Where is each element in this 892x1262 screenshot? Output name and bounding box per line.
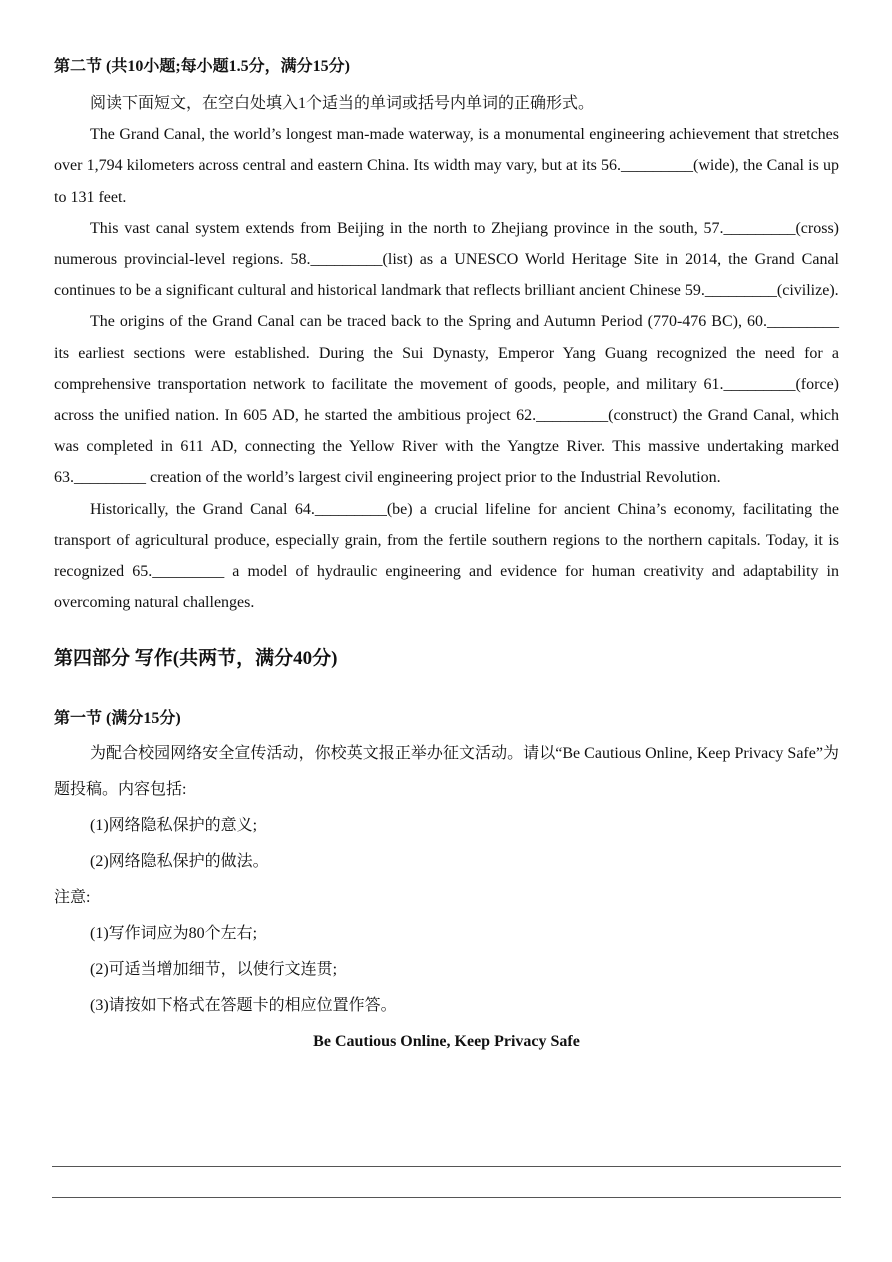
- note-item: (1)写作词应为80个左右;: [90, 925, 258, 943]
- passage-paragraph-3: The origins of the Grand Canal can be traced back to the Spring and Autumn Period (770-476 BC), 60._________ its earliest sections were established. During the Sui Dynasty, Emperor Yang Guang recognized the need for a comprehensive transportation network to facilitate the movement of goods, people, and military 61._________(force) across the unified nation. In 605 AD, he started the ambitious project 62._________(construct) the Grand Canal, which was completed in 611 AD, connecting the Yellow River with the Yangtze River. This massive undertaking marked 63._________ creation of the world’s largest civil engineering project prior to the Industrial Revolution.: [54, 313, 839, 487]
- content-item: (1)网络隐私保护的意义;: [90, 817, 258, 835]
- note-label: 注意:: [54, 889, 91, 907]
- answer-line: [52, 1197, 841, 1198]
- section-2-instruction: 阅读下面短文，在空白处填入1个适当的单词或括号内单词的正确形式。: [90, 95, 595, 112]
- answer-line: [52, 1166, 841, 1167]
- note-item: (3)请按如下格式在答题卡的相应位置作答。: [90, 997, 397, 1015]
- passage-paragraph-4: Historically, the Grand Canal 64._________(be) a crucial lifeline for ancient China’s economy, facilitating the transport of agricultural produce, especially grain, from the fertile southern regions to the northern capitals. Today, it is recognized 65._________ a model of hydraulic engineering and evidence for human creativity and adaptability in overcoming natural challenges.: [54, 500, 839, 612]
- content-item: (2)网络隐私保护的做法。: [90, 853, 269, 871]
- exam-page: [54, 50, 839, 1060]
- part-4-heading: 第四部分 写作(共两节，满分40分): [54, 648, 338, 670]
- note-item: (2)可适当增加细节，以使行文连贯;: [90, 961, 338, 979]
- section-2-heading: 第二节 (共10小题;每小题1.5分，满分15分): [54, 58, 350, 75]
- writing-section-1-heading: 第一节 (满分15分): [54, 710, 181, 728]
- passage-paragraph-2: This vast canal system extends from Beijing in the north to Zhejiang province in the south, 57._________(cross) numerous provincial-level regions. 58._________(list) as a UNESCO World Heritage Site in 2014, the Grand Canal continues to be a significant cultural and historical landmark that reflects brilliant ancient Chinese 59._________(civilize).: [54, 219, 839, 300]
- essay-title: Be Cautious Online, Keep Privacy Safe: [313, 1033, 580, 1051]
- writing-prompt: 为配合校园网络安全宣传活动，你校英文报正举办征文活动。请以“Be Cautious Online, Keep Privacy Safe”为题投稿。内容包括:: [54, 745, 839, 799]
- passage-paragraph-1: The Grand Canal, the world’s longest man-made waterway, is a monumental engineering achievement that stretches over 1,794 kilometers across central and eastern China. Its width may vary, but at its 56._________(wide), the Canal is up to 131 feet.: [54, 126, 839, 206]
